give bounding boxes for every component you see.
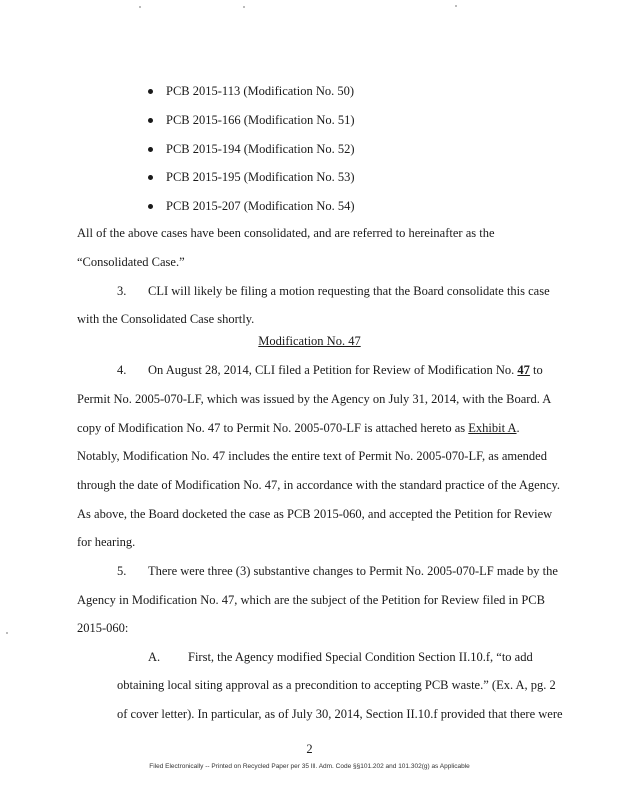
paragraph-line: obtaining local siting approval as a precondition to accepting PCB waste.” (Ex. A, pg. 2	[117, 678, 556, 692]
paragraph-line: Permit No. 2005-070-LF, which was issued by the Agency on July 31, 2014, with the Board. A	[77, 392, 552, 406]
text-span: .	[516, 421, 520, 435]
scan-speck	[139, 6, 141, 8]
paragraph-line: All of the above cases have been consolidated, and are referred to hereinafter as the	[77, 226, 495, 240]
paragraph-line	[77, 420, 520, 436]
paragraph-line: through the date of Modification No. 47, in accordance with the standard practice of the Agency.	[77, 478, 561, 492]
bullet-text: PCB 2015-195 (Modification No. 53)	[166, 170, 355, 184]
paragraph-line: Agency in Modification No. 47, which are the subject of the Petition for Review filed in PCB	[77, 593, 545, 607]
paragraph-line: CLI will likely be filing a motion requesting that the Board consolidate this case	[148, 284, 550, 298]
bullet-item	[148, 83, 354, 99]
section-heading: Modification No. 47	[258, 334, 361, 348]
paragraph-line: for hearing.	[77, 535, 136, 549]
scan-speck	[6, 632, 8, 634]
bullet-icon	[148, 204, 153, 209]
bullet-text: PCB 2015-166 (Modification No. 51)	[166, 113, 355, 127]
page-number: 2	[306, 742, 313, 756]
bullet-icon	[148, 147, 153, 152]
bullet-icon	[148, 89, 153, 94]
bullet-icon	[148, 118, 153, 123]
paragraph-number: 4.	[117, 363, 127, 377]
footer-note: Filed Electronically -- Printed on Recycled Paper per 35 Ill. Adm. Code §§101.202 and 101.302(g) as Applicable	[149, 763, 470, 770]
paragraph-line: As above, the Board docketed the case as PCB 2015-060, and accepted the Petition for Review	[77, 507, 553, 521]
paragraph-line: There were three (3) substantive changes to Permit No. 2005-070-LF made by the	[148, 564, 558, 578]
bullet-item	[148, 112, 355, 128]
paragraph-number: 3.	[117, 284, 127, 298]
bullet-item	[148, 169, 355, 185]
paragraph-line: Notably, Modification No. 47 includes the entire text of Permit No. 2005-070-LF, as amended	[77, 449, 547, 463]
paragraph-line: with the Consolidated Case shortly.	[77, 312, 255, 326]
bullet-text: PCB 2015-207 (Modification No. 54)	[166, 199, 355, 213]
exhibit-reference: Exhibit A	[468, 421, 517, 435]
paragraph-line: First, the Agency modified Special Condition Section II.10.f, “to add	[188, 650, 533, 664]
bullet-text: PCB 2015-113 (Modification No. 50)	[166, 84, 355, 98]
paragraph-line	[148, 362, 543, 378]
subparagraph-label: A.	[148, 650, 161, 664]
paragraph-line: “Consolidated Case.”	[77, 255, 185, 269]
modification-number-emphasis: 47	[517, 363, 530, 377]
paragraph-line: of cover letter). In particular, as of July 30, 2014, Section II.10.f provided that there were	[117, 707, 563, 721]
text-span: On August 28, 2014, CLI filed a Petition for Review of Modification No.	[148, 363, 515, 377]
scan-speck	[243, 6, 245, 8]
text-span: to	[533, 363, 543, 377]
bullet-icon	[148, 175, 153, 180]
paragraph-line: 2015-060:	[77, 621, 129, 635]
text-span: copy of Modification No. 47 to Permit No. 2005-070-LF is attached hereto as	[77, 421, 466, 435]
paragraph-number: 5.	[117, 564, 127, 578]
scan-speck	[455, 5, 457, 7]
bullet-item	[148, 141, 355, 157]
bullet-text: PCB 2015-194 (Modification No. 52)	[166, 142, 355, 156]
bullet-item	[148, 198, 355, 214]
